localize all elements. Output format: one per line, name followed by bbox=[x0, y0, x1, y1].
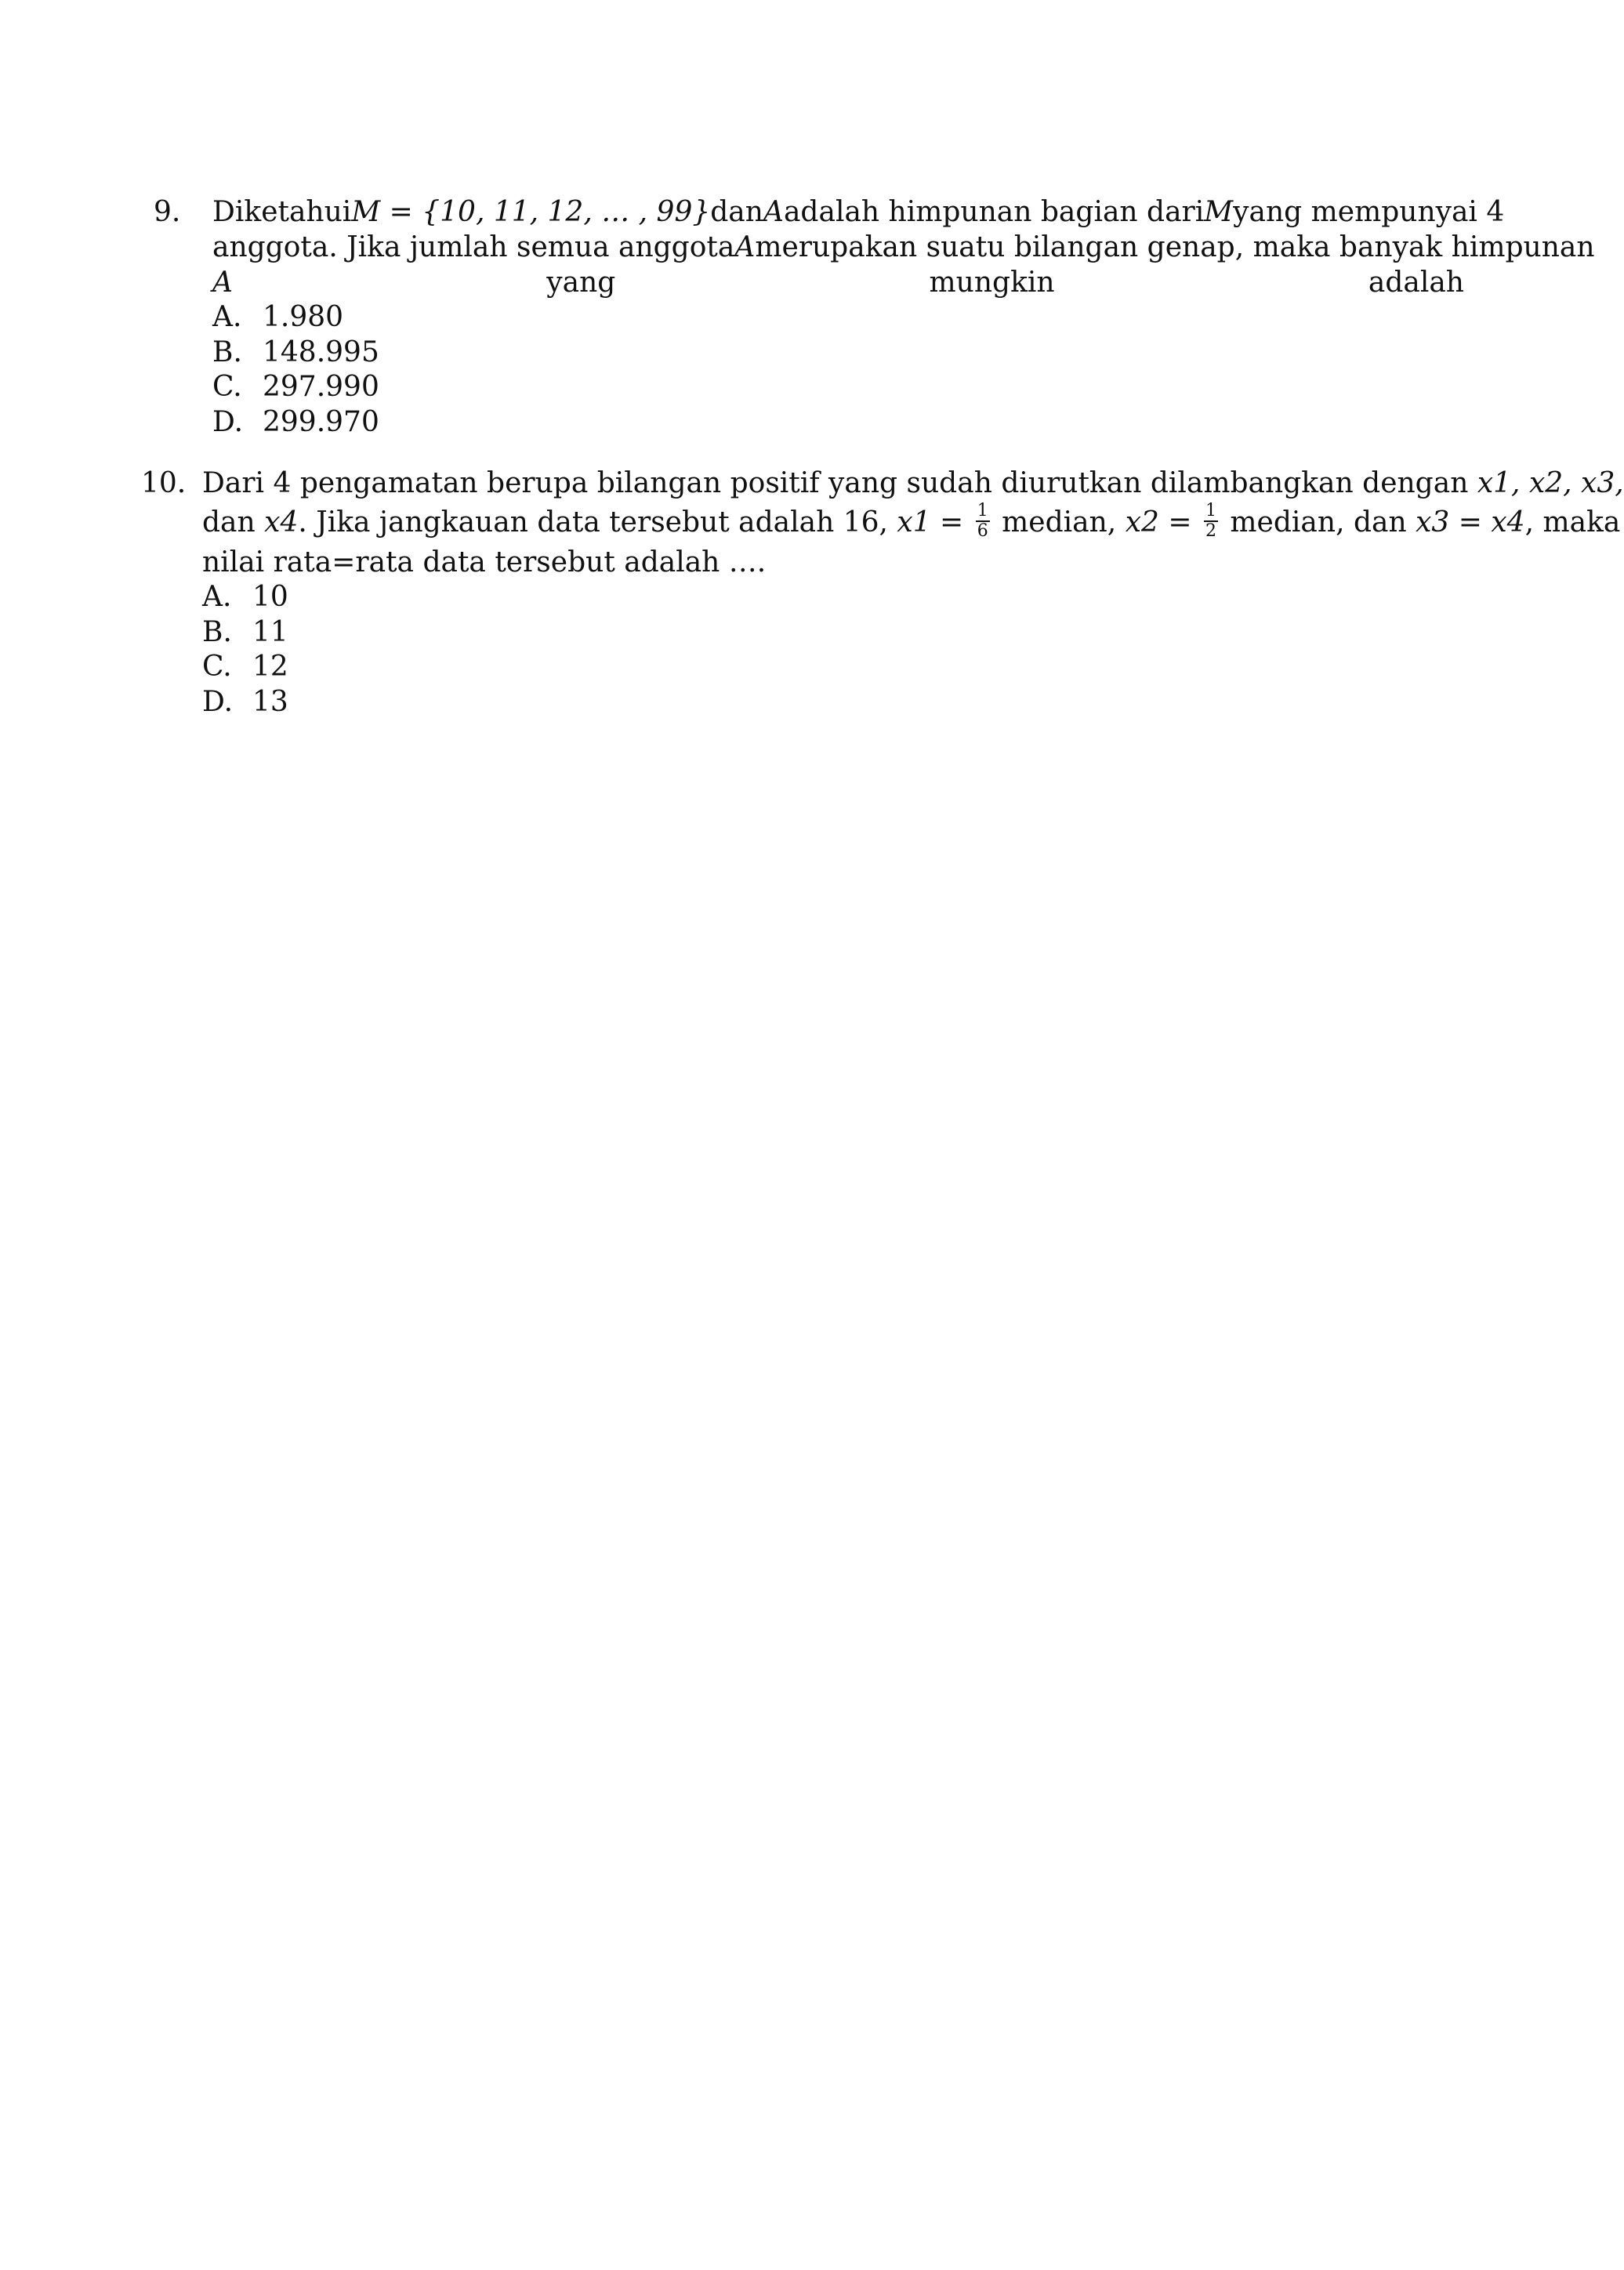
question-line: Dari 4 pengamatan berupa bilangan positif yang sudah diurutkan dilambangkan dengan x1, x2, x3, bbox=[202, 467, 1624, 499]
question-text bbox=[212, 194, 1595, 300]
question-number: 9. bbox=[154, 196, 181, 228]
answer-options bbox=[212, 300, 1464, 440]
answer-option[interactable]: B. 148.995 bbox=[212, 335, 379, 368]
answer-option[interactable]: A. 1.980 bbox=[212, 301, 344, 333]
answer-option[interactable]: D. 13 bbox=[202, 685, 288, 718]
fraction: $\frac{1}{2}$ bbox=[1205, 501, 1216, 541]
question-text bbox=[202, 466, 1624, 580]
answer-option[interactable]: C. 12 bbox=[202, 651, 288, 683]
question-line: A yang mungkin adalah bbox=[212, 267, 1464, 299]
question-line: anggota. Jika jumlah semua anggota A merupakan suatu bilangan genap, maka banyak himpunan bbox=[212, 231, 1595, 263]
question-line: dan x4. Jika jangkauan data tersebut adalah 16, x1 = $\frac{1}{6}$ median, x2 = $\frac{1}{2}$ median, dan x3 = x4, maka bbox=[202, 501, 1621, 541]
answer-option[interactable]: B. 11 bbox=[202, 615, 288, 648]
question-9 bbox=[154, 194, 1595, 440]
question-line: Diketahui M = {10, 11, 12, … , 99} dan A adalah himpunan bagian dari M yang mempunyai 4 bbox=[212, 196, 1505, 228]
question-number: 10. bbox=[141, 467, 187, 499]
answer-option[interactable]: D. 299.970 bbox=[212, 405, 379, 438]
answer-options bbox=[202, 580, 1466, 720]
answer-option[interactable]: C. 297.990 bbox=[212, 371, 379, 403]
set-definition: M = {10, 11, 12, … , 99} bbox=[351, 196, 711, 228]
question-line: nilai rata=rata data tersebut adalah …. bbox=[202, 546, 767, 578]
fraction: $\frac{1}{6}$ bbox=[977, 501, 988, 541]
question-10 bbox=[141, 466, 1624, 720]
answer-option[interactable]: A. 10 bbox=[202, 581, 288, 613]
